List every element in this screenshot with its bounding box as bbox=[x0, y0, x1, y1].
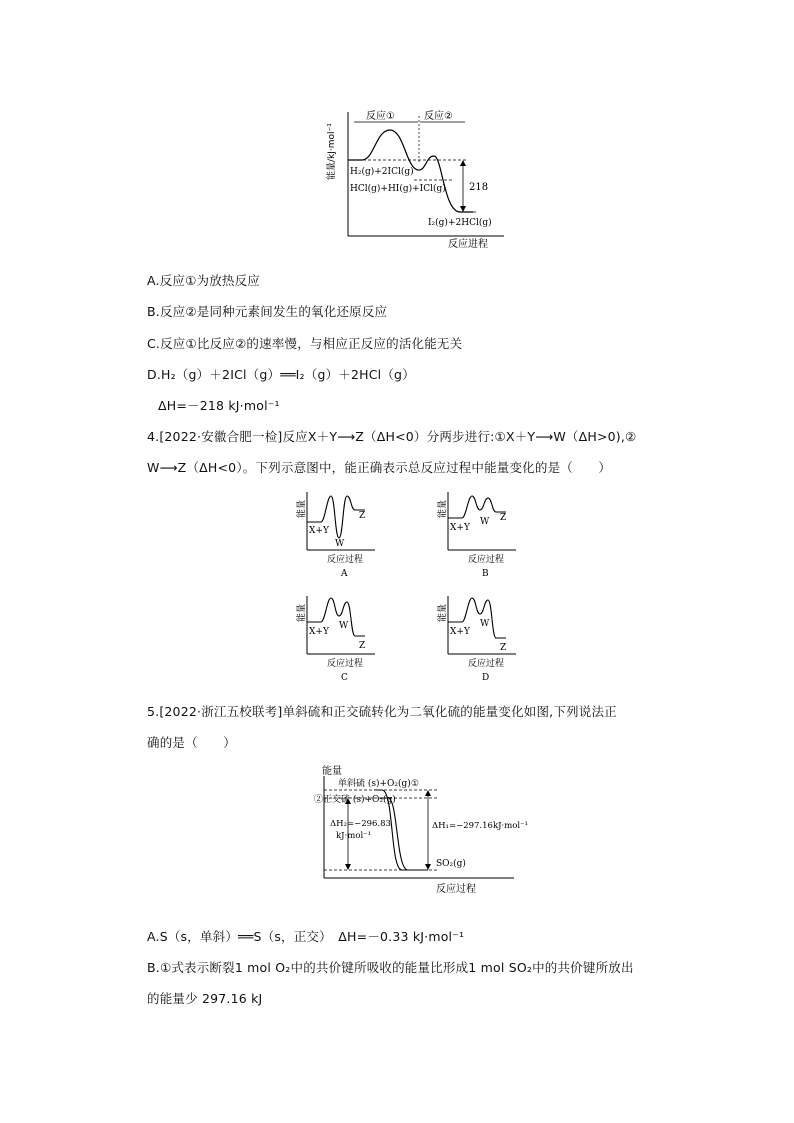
svg-text:能量: 能量 bbox=[438, 499, 448, 518]
delta-label: 218 bbox=[469, 182, 489, 193]
svg-text:反应过程: 反应过程 bbox=[436, 884, 476, 895]
svg-text:Z: Z bbox=[500, 513, 507, 523]
svg-text:ΔH₂=−296.83: ΔH₂=−296.83 bbox=[330, 819, 391, 829]
svg-text:X+Y: X+Y bbox=[309, 526, 329, 536]
svg-text:反应过程: 反应过程 bbox=[468, 555, 505, 565]
svg-text:SO₂(g): SO₂(g) bbox=[436, 859, 466, 869]
stage1-label: 反应① bbox=[366, 111, 395, 122]
q3-option-d-dh: ΔH=－218 kJ·mol⁻¹ bbox=[158, 398, 280, 413]
svg-text:Z: Z bbox=[500, 643, 507, 653]
q3-option-c: C.反应①比反应②的速率慢，与相应正反应的活化能无关 bbox=[147, 336, 463, 351]
svg-text:能量: 能量 bbox=[297, 499, 307, 518]
start-species: H₂(g)+2ICl(g) bbox=[350, 167, 414, 177]
svg-text:D: D bbox=[482, 673, 490, 683]
q4-chart-d bbox=[436, 592, 566, 687]
q3-option-a: A.反应①为放热反应 bbox=[147, 273, 261, 288]
svg-text:反应过程: 反应过程 bbox=[327, 555, 364, 565]
y-axis-label: 能量/kJ·mol⁻¹ bbox=[327, 123, 337, 180]
svg-text:②正交硫 (s)+O₂(g): ②正交硫 (s)+O₂(g) bbox=[314, 795, 396, 805]
q5-stem-line2: 确的是（ ） bbox=[147, 735, 236, 750]
mid-species: HCl(g)+HI(g)+ICl(g) bbox=[350, 184, 446, 194]
q5-energy-diagram bbox=[314, 762, 528, 902]
q4-chart-c bbox=[295, 592, 425, 687]
svg-text:W: W bbox=[335, 539, 345, 549]
q4-stem-line2: W⟶Z（ΔH<0）。下列示意图中，能正确表示总反应过程中能量变化的是（ ） bbox=[147, 460, 612, 475]
svg-text:Z: Z bbox=[359, 511, 366, 521]
figure-1-energy-diagram bbox=[318, 108, 508, 250]
svg-text:X+Y: X+Y bbox=[450, 627, 470, 637]
svg-text:单斜硫 (s)+O₂(g)①: 单斜硫 (s)+O₂(g)① bbox=[338, 779, 419, 789]
q4-stem-line1: 4.[2022·安徽合肥一检]反应X＋Y⟶Z（ΔH<0）分两步进行:①X＋Y⟶W（ΔH>0),② bbox=[147, 429, 637, 444]
q4-chart-a bbox=[295, 488, 425, 583]
q4-chart-b bbox=[436, 488, 566, 583]
svg-text:C: C bbox=[341, 673, 348, 683]
svg-text:W: W bbox=[339, 621, 349, 631]
q5-stem-line1: 5.[2022·浙江五校联考]单斜硫和正交硫转化为二氧化硫的能量变化如图,下列说法正 bbox=[147, 704, 617, 719]
svg-text:能量: 能量 bbox=[322, 766, 342, 777]
svg-text:A: A bbox=[341, 569, 348, 579]
svg-text:W: W bbox=[480, 517, 490, 527]
svg-text:ΔH₁=−297.16kJ·mol⁻¹: ΔH₁=−297.16kJ·mol⁻¹ bbox=[432, 821, 528, 831]
svg-text:Z: Z bbox=[359, 641, 366, 651]
svg-text:kJ·mol⁻¹: kJ·mol⁻¹ bbox=[336, 831, 372, 841]
svg-text:能量: 能量 bbox=[297, 603, 307, 622]
q3-option-d: D.H₂（g）＋2ICl（g）══I₂（g）＋2HCl（g） bbox=[147, 367, 415, 382]
x-axis-label: 反应进程 bbox=[448, 239, 488, 250]
svg-text:能量: 能量 bbox=[438, 603, 448, 622]
svg-text:反应过程: 反应过程 bbox=[327, 659, 364, 669]
q3-option-b: B.反应②是同种元素间发生的氧化还原反应 bbox=[147, 304, 388, 319]
svg-text:B: B bbox=[482, 569, 489, 579]
svg-text:反应过程: 反应过程 bbox=[468, 659, 505, 669]
q5-option-b-line1: B.①式表示断裂1 mol O₂中的共价键所吸收的能量比形成1 mol SO₂中的共价键所放出 bbox=[147, 960, 634, 975]
svg-text:X+Y: X+Y bbox=[450, 523, 470, 533]
svg-text:X+Y: X+Y bbox=[309, 627, 329, 637]
svg-text:W: W bbox=[480, 619, 490, 629]
q5-option-b-line2: 的能量少 297.16 kJ bbox=[147, 991, 263, 1006]
q5-option-a: A.S（s，单斜）══S（s，正交） ΔH=－0.33 kJ·mol⁻¹ bbox=[147, 929, 465, 944]
end-species: I₂(g)+2HCl(g) bbox=[428, 218, 492, 228]
stage2-label: 反应② bbox=[424, 111, 453, 122]
